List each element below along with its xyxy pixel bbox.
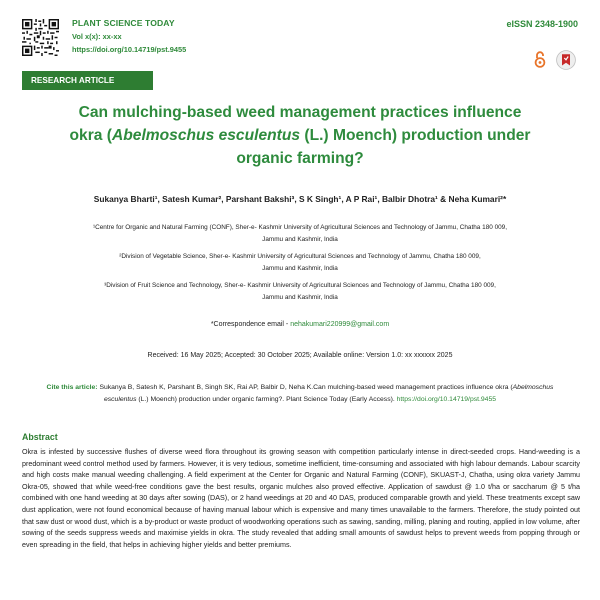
affiliation-1-line-1: ¹Centre for Organic and Natural Farming (CONF), Sher-e- Kashmir University of Agricultural Sciences and Technology of Jammu, Chatha 180 009, — [92, 224, 508, 231]
received-dates: Received: 16 May 2025; Accepted: 30 October 2025; Available online: Version 1.0: xx xxxxxx 2025 — [147, 352, 453, 359]
title-line-2-post: (L.) Moench) production under — [300, 127, 531, 144]
affiliation-1 — [20, 222, 580, 246]
author-list: Sukanya Bharti¹, Satesh Kumar², Parshant Bakshi³, S K Singh¹, A P Rai¹, Balbir Dhotra¹ & Neha Kumari²* — [93, 194, 507, 204]
citation-doi-link[interactable]: https://doi.org/10.14719/pst.9455 — [396, 395, 497, 403]
citation-text-pre: Sukanya B, Satesh K, Parshant B, Singh SK, Rai AP, Balbir D, Neha K.Can mulching-based weed management practices influence okra ( — [99, 384, 513, 391]
title-species-name: Abelmoschus esculentus — [112, 127, 301, 144]
affiliation-2-line-2: Jammu and Kashmir, India — [262, 264, 338, 272]
title-line-1: Can mulching-based weed management practices influence — [78, 104, 522, 121]
article-title — [40, 101, 560, 170]
article-type-badge: RESEARCH ARTICLE — [22, 71, 153, 90]
title-line-2-pre: okra ( — [69, 127, 112, 144]
abstract-text: Okra is infested by successive flushes of diverse weed flora throughout its growing season with competition particularly intense in direct-seeded crops. Hand-weeding is a predominant weed control method used by farmers. However, it is very tedious, sometime inefficient, time-consuming and associated with high labour demands. Labour scarcity and high costs make manual weeding challenging. A field experiment at the Center for Organic and Natural Farming (CONF), SKUAST-J, Chatha, using okra variety Jammu Okra-05, showed that while weed-free conditions gave the best results, organic mulches also proved effective. Application of sawdust @ 1.0 t/ha or saccharum @ 5 t/ha combined with one hand weeding at 30 days after sowing (DAS), or 2 hand weedings at 20 and 40 DAS, produced comparable growth and yield. These treatments except saw dust application, were not found economical because of having manual labour which is expensive and many times unavailable to the farmers. Therefore, the study pointed out that saw dust or wood dust, which is a by-product or waste product of woodworking operations such as sawing, sanding, milling, planing and routing, applied in low volume, after sowing of the seeds suppress weeds and maximise yields in okra. The study revealed that adding small amounts of sawdust helps to prevent weeds from popping through or even spreading in the field, that helps in achieving higher yields and better premiums. — [22, 448, 580, 549]
affiliation-3 — [20, 280, 580, 304]
affiliation-1-line-2: Jammu and Kashmir, India — [262, 235, 338, 243]
abstract-heading: Abstract — [22, 432, 58, 442]
crossmark-icon[interactable] — [556, 50, 576, 70]
citation — [30, 382, 570, 405]
citation-text-post: (L.) Moench) production under organic farming?. Plant Science Today (Early Access). — [136, 395, 395, 403]
correspondence — [20, 321, 580, 328]
affiliation-2 — [20, 251, 580, 275]
correspondence-email[interactable]: nehakumari220999@gmail.com — [290, 321, 390, 328]
title-line-3: organic farming? — [236, 150, 364, 167]
qr-code-icon — [22, 19, 59, 56]
volume-info: Vol x(x): xx-xx — [72, 32, 122, 41]
correspondence-label: *Correspondence email - — [210, 321, 289, 328]
open-access-icon[interactable] — [534, 51, 546, 68]
affiliation-3-line-2: Jammu and Kashmir, India — [262, 293, 338, 301]
doi-link[interactable]: https://doi.org/10.14719/pst.9455 — [72, 45, 187, 54]
affiliation-3-line-1: ³Division of Fruit Science and Technology, Sher-e- Kashmir University of Agricultural Sciences and Technology of Jammu, Chatha 180 009, — [104, 282, 496, 289]
citation-species-name: Abelmoschus esculentus — [103, 384, 554, 403]
journal-name: PLANT SCIENCE TODAY — [72, 18, 175, 28]
citation-label: Cite this article: — [46, 384, 98, 391]
affiliation-2-line-1: ²Division of Vegetable Science, Sher-e- Kashmir University of Agricultural Sciences and Technology of Jammu, Chatha 180 009, — [119, 253, 481, 260]
issn-label: eISSN 2348-1900 — [506, 19, 578, 29]
